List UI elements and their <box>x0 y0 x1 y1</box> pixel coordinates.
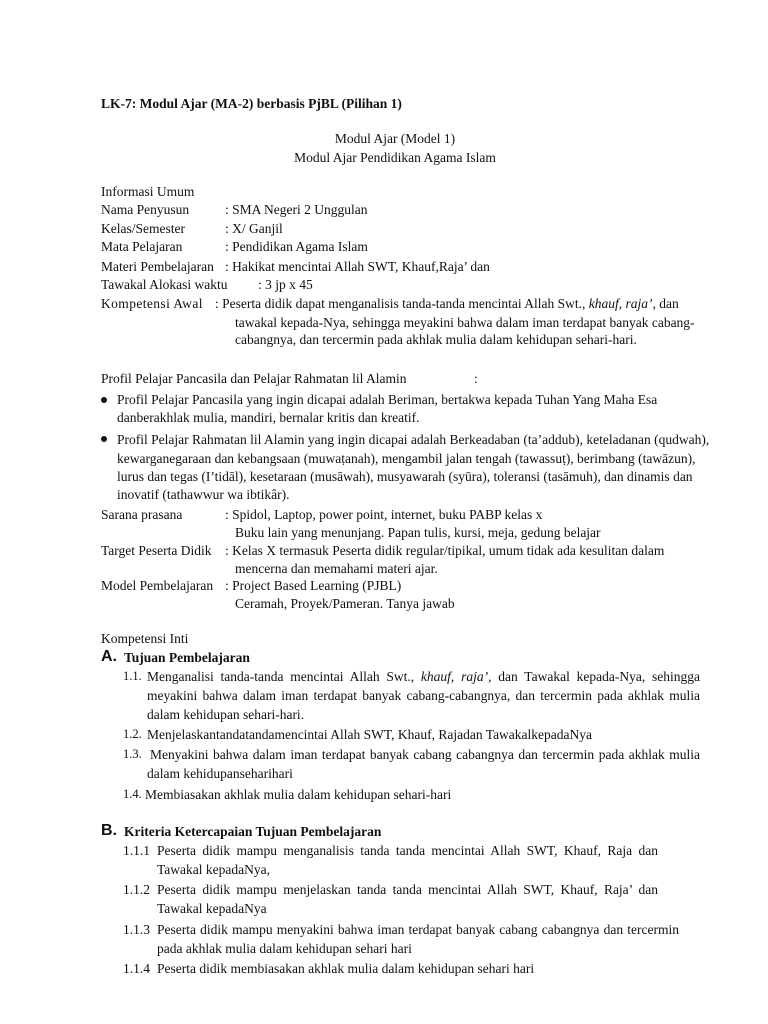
profil-heading: Profil Pelajar Pancasila dan Pelajar Rahmatan lil Alamin <box>101 371 407 386</box>
mapel-value: : Pendidikan Agama Islam <box>225 239 368 254</box>
model-line2: Ceramah, Proyek/Pameran. Tanya jawab <box>235 596 455 611</box>
profil-pancasila-line2: danberakhlak mulia, mandiri, bernalar kritis dan kreatif. <box>117 410 420 425</box>
materi-value: : Hakikat mencintai Allah SWT, Khauf,Raja’ dan <box>225 259 490 274</box>
tujuan-1-1-italic: khauf, raja’ <box>420 669 489 684</box>
kriteria-1-1-2-number: 1.1.2 <box>123 882 150 897</box>
section-b-title: Kriteria Ketercapaian Tujuan Pembelajaran <box>124 824 382 839</box>
alokasi-value: : 3 jp x 45 <box>258 277 313 292</box>
bullet-dot <box>101 397 107 403</box>
tujuan-1-1-line2 <box>147 688 700 704</box>
tujuan-1-3-number: 1.3. <box>123 747 142 761</box>
tujuan-1-2-number: 1.2. <box>123 727 142 741</box>
kompetensi-awal-line1-end: , dan <box>652 296 679 311</box>
section-a-title: Tujuan Pembelajaran <box>124 650 250 665</box>
kriteria-1-1-3-number: 1.1.3 <box>123 922 150 937</box>
tujuan-1-3-line1 <box>150 747 700 763</box>
kompetensi-awal-line2: tawakal kepada-Nya, sehingga meyakini bahwa dalam iman terdapat banyak cabang- <box>235 315 695 330</box>
kriteria-1-1-3-line1 <box>157 922 679 938</box>
kriteria-1-1-1-line1-text: Peserta didik mampu menganalisis tanda tanda mencintai Allah SWT, Khauf, Raja dan <box>157 843 658 858</box>
profil-rahmatan-line4: inovatif (tathawwur wa ibtikâr). <box>117 487 290 502</box>
target-line1: : Kelas X termasuk Peserta didik regular/tipikal, umum tidak ada kesulitan dalam <box>225 543 665 558</box>
sarana-line2: Buku lain yang menunjang. Papan tulis, kursi, meja, gedung belajar <box>235 525 601 540</box>
kriteria-1-1-2-line2: Tawakal kepadaNya <box>157 901 267 916</box>
tujuan-1-1-line1 <box>147 669 700 685</box>
kriteria-1-1-4-line1: Peserta didik membiasakan akhlak mulia dalam kehidupan sehari hari <box>157 961 535 976</box>
tujuan-1-3-line2: dalam kehidupanseharihari <box>147 766 293 781</box>
target-label: Target Peserta Didik <box>101 543 212 558</box>
kompetensi-awal-line1-italic: khauf, raja’ <box>588 296 653 311</box>
kriteria-1-1-3-line2: pada akhlak mulia dalam kehidupan sehari hari <box>157 941 412 956</box>
kriteria-1-1-1-line2: Tawakal kepadaNya, <box>157 862 270 877</box>
tujuan-1-3-line1-text: Menyakini bahwa dalam iman terdapat banyak cabang cabangnya dan tercermin pada akhlak mulia <box>150 747 700 762</box>
tujuan-1-1-post: , dan Tawakal kepada-Nya, sehingga <box>488 669 701 684</box>
module-name: Modul Ajar Pendidikan Agama Islam <box>294 150 496 165</box>
model-label: Model Pembelajaran <box>101 578 214 593</box>
tujuan-1-1-pre: Menganalisi tanda-tanda mencintai Allah Swt., <box>147 669 415 684</box>
profil-rahmatan-line2: kewarganegaraan dan kebangsaan (muwaṭanah), mengambil jalan tengah (tawassuṭ), berimbang (tawāzun), <box>117 451 696 466</box>
kompetensi-inti-heading: Kompetensi Inti <box>101 631 189 646</box>
tujuan-1-4-line1: Membiasakan akhlak mulia dalam kehidupan sehari-hari <box>145 787 452 802</box>
informasi-umum-heading: Informasi Umum <box>101 184 195 199</box>
section-b-letter: B. <box>101 822 117 839</box>
materi-label: Materi Pembelajaran <box>101 259 214 274</box>
kriteria-1-1-2-line1-text: Peserta didik mampu menjelaskan tanda tanda mencintai Allah SWT, Khauf, Raja’ dan <box>157 882 658 897</box>
kriteria-1-1-2-line1 <box>157 882 658 898</box>
tujuan-1-1-line2-text: meyakini bahwa dalam iman terdapat banyak cabang-cabangnya, dan tercermin pada akhlak mulia <box>147 688 700 703</box>
section-a-letter: A. <box>101 648 117 665</box>
profil-pancasila-line1: Profil Pelajar Pancasila yang ingin dicapai adalah Beriman, bertakwa kepada Tuhan Yang Maha Esa <box>117 392 658 407</box>
nama-penyusun-value: : SMA Negeri 2 Unggulan <box>225 202 368 217</box>
kriteria-1-1-1-line1 <box>157 843 658 859</box>
nama-penyusun-label: Nama Penyusun <box>101 202 190 217</box>
tujuan-1-4-number: 1.4. <box>123 787 142 801</box>
model-line1: : Project Based Learning (PJBL) <box>225 578 402 593</box>
tujuan-1-1-line1-text <box>147 669 700 685</box>
profil-heading-colon: : <box>474 371 478 386</box>
tujuan-1-1-number: 1.1. <box>123 669 142 683</box>
module-subtitle: Modul Ajar (Model 1) <box>334 131 456 146</box>
alokasi-label: Tawakal Alokasi waktu <box>101 277 228 292</box>
kompetensi-awal-line3: cabangnya, dan tercermin pada akhlak mulia dalam kehidupan sehari-hari. <box>235 332 637 347</box>
sarana-line1: : Spidol, Laptop, power point, internet, buku PABP kelas x <box>225 507 543 522</box>
kelas-label: Kelas/Semester <box>101 221 185 236</box>
bullet-dot <box>101 436 107 442</box>
mapel-label: Mata Pelajaran <box>101 239 183 254</box>
kompetensi-awal-line1-text: : Peserta didik dapat menganalisis tanda-tanda mencintai Allah Swt., <box>215 296 586 311</box>
profil-rahmatan-line1: Profil Pelajar Rahmatan lil Alamin yang ingin dicapai adalah Berkeadaban (ta’addub), keteladanan (qudwah), <box>117 432 710 447</box>
kriteria-1-1-3-line1-text: Peserta didik mampu menyakini bahwa iman terdapat banyak cabang cabangnya dan tercermin <box>157 922 679 937</box>
kriteria-1-1-4-number: 1.1.4 <box>123 961 150 976</box>
profil-rahmatan-line3: lurus dan tegas (I’tidāl), kesetaraan (musāwah), musyawarah (syūra), toleransi (tasāmuh), dan dinamis dan <box>117 469 693 484</box>
document-title: LK-7: Modul Ajar (MA-2) berbasis PjBL (Pilihan 1) <box>101 96 402 111</box>
kriteria-1-1-1-number: 1.1.1 <box>123 843 150 858</box>
kompetensi-awal-label: Kompetensi Awal <box>101 296 203 311</box>
kelas-value: : X/ Ganjil <box>225 221 283 236</box>
tujuan-1-1-line3: dalam kehidupan sehari-hari. <box>147 707 305 722</box>
sarana-label: Sarana prasana <box>101 507 183 522</box>
target-line2: mencerna dan memahami materi ajar. <box>235 561 438 576</box>
kompetensi-awal-line1 <box>215 296 679 312</box>
tujuan-1-2-line1: Menjelaskantandatandamencintai Allah SWT, Khauf, Rajadan TawakalkepadaNya <box>147 727 593 742</box>
